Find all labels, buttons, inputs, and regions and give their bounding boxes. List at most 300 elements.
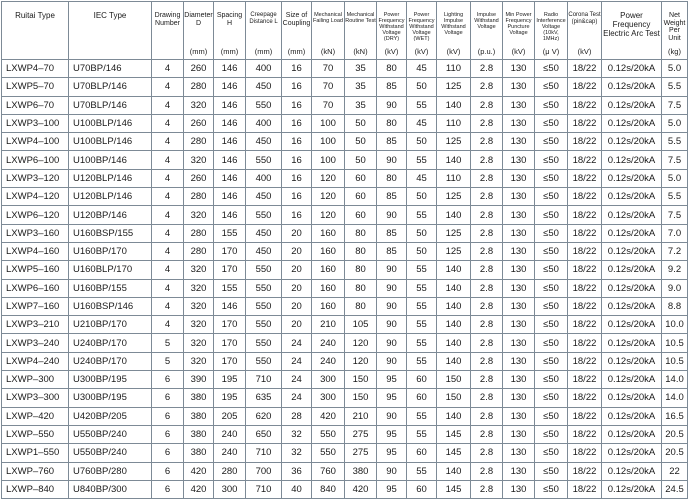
cell-impulse-withstand: 2.8 <box>471 114 503 132</box>
cell-creepage-distance: 620 <box>246 407 282 425</box>
cell-mechanical-failing-load: 160 <box>312 224 345 242</box>
cell-min-puncture-voltage: 130 <box>503 480 535 498</box>
cell-iec-type: U120BLP/146 <box>69 169 152 187</box>
cell-pf-withstand-wet: 50 <box>407 188 437 206</box>
cell-corona-test: 18/22 <box>568 96 602 114</box>
cell-min-puncture-voltage: 130 <box>503 352 535 370</box>
cell-pf-withstand-dry: 90 <box>377 279 407 297</box>
cell-net-weight: 7.2 <box>662 242 688 260</box>
cell-mechanical-routine-test: 35 <box>345 78 377 96</box>
cell-diameter: 280 <box>184 242 214 260</box>
cell-pf-withstand-dry: 90 <box>377 261 407 279</box>
cell-size-of-coupling: 16 <box>282 188 312 206</box>
cell-iec-type: U70BP/146 <box>69 60 152 78</box>
cell-iec-type: U840BP/300 <box>69 480 152 498</box>
cell-impulse-withstand: 2.8 <box>471 188 503 206</box>
cell-iec-type: U120BLP/146 <box>69 188 152 206</box>
header-pf-withstand-dry: Power Frequency Withstand Voltage (DRY) (kV) <box>377 2 407 60</box>
cell-drawing-number: 6 <box>152 480 184 498</box>
cell-radio-interference: ≤50 <box>535 279 568 297</box>
cell-impulse-withstand: 2.8 <box>471 444 503 462</box>
cell-diameter: 380 <box>184 444 214 462</box>
cell-spacing: 170 <box>214 261 246 279</box>
cell-mechanical-routine-test: 50 <box>345 151 377 169</box>
cell-creepage-distance: 710 <box>246 480 282 498</box>
cell-lighting-impulse: 140 <box>437 206 471 224</box>
cell-pf-withstand-dry: 95 <box>377 371 407 389</box>
cell-electric-arc-test: 0.12s/20kA <box>602 297 662 315</box>
cell-corona-test: 18/22 <box>568 462 602 480</box>
cell-size-of-coupling: 32 <box>282 425 312 443</box>
cell-electric-arc-test: 0.12s/20kA <box>602 480 662 498</box>
cell-spacing: 146 <box>214 114 246 132</box>
cell-ruitai-type: LXWP3–100 <box>2 114 69 132</box>
cell-lighting-impulse: 140 <box>437 334 471 352</box>
cell-electric-arc-test: 0.12s/20kA <box>602 444 662 462</box>
cell-ruitai-type: LXWP–760 <box>2 462 69 480</box>
cell-radio-interference: ≤50 <box>535 371 568 389</box>
table-row <box>2 480 688 498</box>
cell-mechanical-routine-test: 105 <box>345 316 377 334</box>
cell-creepage-distance: 450 <box>246 133 282 151</box>
cell-pf-withstand-wet: 55 <box>407 316 437 334</box>
cell-lighting-impulse: 125 <box>437 188 471 206</box>
cell-mechanical-failing-load: 160 <box>312 261 345 279</box>
cell-creepage-distance: 700 <box>246 462 282 480</box>
cell-net-weight: 9.0 <box>662 279 688 297</box>
cell-drawing-number: 4 <box>152 114 184 132</box>
cell-ruitai-type: LXWP4–70 <box>2 60 69 78</box>
cell-radio-interference: ≤50 <box>535 444 568 462</box>
header-pf-withstand-wet: Power Frequency Withstand Voltage (WET) (kV) <box>407 2 437 60</box>
cell-iec-type: U70BLP/146 <box>69 78 152 96</box>
cell-mechanical-routine-test: 35 <box>345 96 377 114</box>
table-row <box>2 169 688 187</box>
cell-pf-withstand-wet: 55 <box>407 352 437 370</box>
cell-pf-withstand-dry: 85 <box>377 224 407 242</box>
cell-ruitai-type: LXWP–550 <box>2 425 69 443</box>
cell-lighting-impulse: 145 <box>437 480 471 498</box>
cell-pf-withstand-dry: 90 <box>377 334 407 352</box>
cell-ruitai-type: LXWP–840 <box>2 480 69 498</box>
cell-diameter: 420 <box>184 462 214 480</box>
cell-radio-interference: ≤50 <box>535 480 568 498</box>
cell-creepage-distance: 550 <box>246 297 282 315</box>
cell-impulse-withstand: 2.8 <box>471 316 503 334</box>
cell-drawing-number: 4 <box>152 261 184 279</box>
header-iec-type: IEC Type <box>69 2 152 60</box>
cell-net-weight: 5.5 <box>662 188 688 206</box>
header-creepage-distance: Creepage Distance L (mm) <box>246 2 282 60</box>
cell-iec-type: U100BP/146 <box>69 151 152 169</box>
cell-radio-interference: ≤50 <box>535 151 568 169</box>
cell-iec-type: U210BP/170 <box>69 316 152 334</box>
cell-net-weight: 20.5 <box>662 444 688 462</box>
table-row <box>2 279 688 297</box>
cell-ruitai-type: LXWP6–160 <box>2 279 69 297</box>
table-row <box>2 444 688 462</box>
cell-creepage-distance: 550 <box>246 352 282 370</box>
cell-lighting-impulse: 125 <box>437 78 471 96</box>
cell-iec-type: U160BP/155 <box>69 279 152 297</box>
header-corona-test: Corona Test (pin&cap) (kV) <box>568 2 602 60</box>
cell-size-of-coupling: 16 <box>282 206 312 224</box>
cell-diameter: 260 <box>184 60 214 78</box>
cell-min-puncture-voltage: 130 <box>503 371 535 389</box>
cell-pf-withstand-wet: 55 <box>407 334 437 352</box>
cell-pf-withstand-wet: 50 <box>407 242 437 260</box>
cell-electric-arc-test: 0.12s/20kA <box>602 242 662 260</box>
cell-min-puncture-voltage: 130 <box>503 60 535 78</box>
cell-impulse-withstand: 2.8 <box>471 151 503 169</box>
cell-iec-type: U760BP/280 <box>69 462 152 480</box>
cell-size-of-coupling: 16 <box>282 96 312 114</box>
cell-size-of-coupling: 16 <box>282 78 312 96</box>
cell-spacing: 146 <box>214 133 246 151</box>
cell-mechanical-routine-test: 60 <box>345 188 377 206</box>
cell-mechanical-failing-load: 160 <box>312 279 345 297</box>
cell-corona-test: 18/22 <box>568 371 602 389</box>
cell-spacing: 146 <box>214 78 246 96</box>
cell-pf-withstand-wet: 60 <box>407 371 437 389</box>
cell-net-weight: 10.5 <box>662 334 688 352</box>
cell-mechanical-failing-load: 100 <box>312 151 345 169</box>
cell-electric-arc-test: 0.12s/20kA <box>602 224 662 242</box>
table-row <box>2 133 688 151</box>
cell-spacing: 170 <box>214 352 246 370</box>
cell-min-puncture-voltage: 130 <box>503 114 535 132</box>
cell-pf-withstand-wet: 60 <box>407 444 437 462</box>
cell-mechanical-routine-test: 60 <box>345 169 377 187</box>
cell-ruitai-type: LXWP3–300 <box>2 389 69 407</box>
cell-drawing-number: 5 <box>152 352 184 370</box>
header-net-weight: Net Weight Per Unit (kg) <box>662 2 688 60</box>
cell-diameter: 320 <box>184 297 214 315</box>
cell-creepage-distance: 450 <box>246 78 282 96</box>
cell-min-puncture-voltage: 130 <box>503 444 535 462</box>
cell-net-weight: 20.5 <box>662 425 688 443</box>
cell-drawing-number: 4 <box>152 297 184 315</box>
cell-ruitai-type: LXWP4–240 <box>2 352 69 370</box>
cell-corona-test: 18/22 <box>568 261 602 279</box>
cell-creepage-distance: 450 <box>246 188 282 206</box>
cell-radio-interference: ≤50 <box>535 60 568 78</box>
cell-size-of-coupling: 40 <box>282 480 312 498</box>
cell-mechanical-routine-test: 80 <box>345 242 377 260</box>
cell-creepage-distance: 710 <box>246 371 282 389</box>
cell-pf-withstand-wet: 45 <box>407 169 437 187</box>
cell-min-puncture-voltage: 130 <box>503 407 535 425</box>
cell-electric-arc-test: 0.12s/20kA <box>602 261 662 279</box>
cell-creepage-distance: 550 <box>246 206 282 224</box>
cell-pf-withstand-dry: 90 <box>377 407 407 425</box>
cell-drawing-number: 4 <box>152 188 184 206</box>
cell-net-weight: 10.0 <box>662 316 688 334</box>
cell-net-weight: 7.5 <box>662 151 688 169</box>
cell-pf-withstand-dry: 95 <box>377 444 407 462</box>
cell-radio-interference: ≤50 <box>535 78 568 96</box>
cell-ruitai-type: LXWP3–210 <box>2 316 69 334</box>
cell-iec-type: U160BSP/155 <box>69 224 152 242</box>
cell-mechanical-routine-test: 420 <box>345 480 377 498</box>
cell-corona-test: 18/22 <box>568 480 602 498</box>
cell-creepage-distance: 550 <box>246 96 282 114</box>
cell-mechanical-routine-test: 80 <box>345 279 377 297</box>
cell-pf-withstand-wet: 55 <box>407 151 437 169</box>
cell-diameter: 420 <box>184 480 214 498</box>
table-row <box>2 389 688 407</box>
cell-pf-withstand-wet: 60 <box>407 480 437 498</box>
cell-size-of-coupling: 16 <box>282 60 312 78</box>
cell-pf-withstand-wet: 50 <box>407 78 437 96</box>
table-row <box>2 371 688 389</box>
cell-creepage-distance: 400 <box>246 169 282 187</box>
table-row <box>2 425 688 443</box>
cell-size-of-coupling: 16 <box>282 151 312 169</box>
cell-radio-interference: ≤50 <box>535 425 568 443</box>
cell-radio-interference: ≤50 <box>535 224 568 242</box>
cell-spacing: 280 <box>214 462 246 480</box>
cell-spacing: 170 <box>214 242 246 260</box>
cell-drawing-number: 6 <box>152 407 184 425</box>
cell-size-of-coupling: 32 <box>282 444 312 462</box>
cell-pf-withstand-wet: 45 <box>407 60 437 78</box>
cell-spacing: 240 <box>214 425 246 443</box>
cell-mechanical-failing-load: 240 <box>312 334 345 352</box>
table-row <box>2 316 688 334</box>
cell-mechanical-routine-test: 275 <box>345 425 377 443</box>
header-row <box>2 2 688 60</box>
cell-creepage-distance: 650 <box>246 425 282 443</box>
cell-diameter: 260 <box>184 169 214 187</box>
cell-pf-withstand-dry: 90 <box>377 297 407 315</box>
cell-mechanical-routine-test: 80 <box>345 224 377 242</box>
cell-corona-test: 18/22 <box>568 425 602 443</box>
cell-spacing: 240 <box>214 444 246 462</box>
cell-pf-withstand-dry: 90 <box>377 462 407 480</box>
cell-lighting-impulse: 140 <box>437 261 471 279</box>
cell-mechanical-failing-load: 300 <box>312 371 345 389</box>
cell-impulse-withstand: 2.8 <box>471 407 503 425</box>
cell-ruitai-type: LXWP4–100 <box>2 133 69 151</box>
cell-diameter: 390 <box>184 371 214 389</box>
cell-min-puncture-voltage: 130 <box>503 169 535 187</box>
cell-spacing: 155 <box>214 279 246 297</box>
cell-impulse-withstand: 2.8 <box>471 334 503 352</box>
cell-size-of-coupling: 16 <box>282 114 312 132</box>
cell-electric-arc-test: 0.12s/20kA <box>602 462 662 480</box>
cell-pf-withstand-dry: 80 <box>377 114 407 132</box>
cell-creepage-distance: 450 <box>246 224 282 242</box>
cell-spacing: 146 <box>214 297 246 315</box>
cell-pf-withstand-wet: 45 <box>407 114 437 132</box>
cell-diameter: 320 <box>184 206 214 224</box>
cell-corona-test: 18/22 <box>568 133 602 151</box>
cell-corona-test: 18/22 <box>568 224 602 242</box>
cell-electric-arc-test: 0.12s/20kA <box>602 188 662 206</box>
cell-radio-interference: ≤50 <box>535 242 568 260</box>
cell-net-weight: 14.0 <box>662 389 688 407</box>
cell-min-puncture-voltage: 130 <box>503 206 535 224</box>
cell-corona-test: 18/22 <box>568 242 602 260</box>
cell-drawing-number: 5 <box>152 334 184 352</box>
cell-min-puncture-voltage: 130 <box>503 316 535 334</box>
cell-spacing: 146 <box>214 60 246 78</box>
cell-corona-test: 18/22 <box>568 169 602 187</box>
cell-mechanical-routine-test: 50 <box>345 133 377 151</box>
cell-pf-withstand-wet: 50 <box>407 133 437 151</box>
cell-impulse-withstand: 2.8 <box>471 389 503 407</box>
cell-pf-withstand-wet: 55 <box>407 425 437 443</box>
cell-lighting-impulse: 140 <box>437 279 471 297</box>
cell-mechanical-failing-load: 120 <box>312 169 345 187</box>
cell-mechanical-failing-load: 100 <box>312 114 345 132</box>
cell-drawing-number: 4 <box>152 206 184 224</box>
cell-impulse-withstand: 2.8 <box>471 425 503 443</box>
cell-impulse-withstand: 2.8 <box>471 261 503 279</box>
cell-mechanical-failing-load: 160 <box>312 242 345 260</box>
cell-spacing: 146 <box>214 169 246 187</box>
header-diameter: Diameter D (mm) <box>184 2 214 60</box>
cell-iec-type: U240BP/170 <box>69 352 152 370</box>
cell-diameter: 320 <box>184 96 214 114</box>
cell-electric-arc-test: 0.12s/20kA <box>602 334 662 352</box>
table-row <box>2 188 688 206</box>
cell-mechanical-routine-test: 275 <box>345 444 377 462</box>
cell-size-of-coupling: 20 <box>282 261 312 279</box>
table-row <box>2 334 688 352</box>
header-spacing: Spacing H (mm) <box>214 2 246 60</box>
cell-drawing-number: 4 <box>152 60 184 78</box>
cell-min-puncture-voltage: 130 <box>503 96 535 114</box>
cell-drawing-number: 4 <box>152 242 184 260</box>
cell-min-puncture-voltage: 130 <box>503 224 535 242</box>
cell-spacing: 146 <box>214 96 246 114</box>
cell-lighting-impulse: 125 <box>437 133 471 151</box>
cell-mechanical-routine-test: 35 <box>345 60 377 78</box>
cell-ruitai-type: LXWP5–160 <box>2 261 69 279</box>
cell-diameter: 280 <box>184 188 214 206</box>
table-row <box>2 462 688 480</box>
cell-diameter: 280 <box>184 78 214 96</box>
cell-diameter: 320 <box>184 316 214 334</box>
cell-electric-arc-test: 0.12s/20kA <box>602 407 662 425</box>
cell-pf-withstand-dry: 90 <box>377 151 407 169</box>
cell-pf-withstand-wet: 55 <box>407 462 437 480</box>
cell-ruitai-type: LXWP3–160 <box>2 224 69 242</box>
cell-creepage-distance: 635 <box>246 389 282 407</box>
cell-corona-test: 18/22 <box>568 316 602 334</box>
cell-corona-test: 18/22 <box>568 334 602 352</box>
header-ruitai-type: Ruitai Type <box>2 2 69 60</box>
cell-mechanical-routine-test: 120 <box>345 352 377 370</box>
cell-mechanical-failing-load: 160 <box>312 297 345 315</box>
table-row <box>2 60 688 78</box>
cell-radio-interference: ≤50 <box>535 297 568 315</box>
cell-size-of-coupling: 28 <box>282 407 312 425</box>
cell-radio-interference: ≤50 <box>535 206 568 224</box>
cell-net-weight: 14.0 <box>662 371 688 389</box>
cell-mechanical-failing-load: 70 <box>312 60 345 78</box>
cell-diameter: 320 <box>184 334 214 352</box>
cell-lighting-impulse: 140 <box>437 352 471 370</box>
cell-net-weight: 22 <box>662 462 688 480</box>
cell-spacing: 146 <box>214 188 246 206</box>
cell-lighting-impulse: 140 <box>437 151 471 169</box>
cell-lighting-impulse: 150 <box>437 389 471 407</box>
cell-creepage-distance: 710 <box>246 444 282 462</box>
cell-ruitai-type: LXWP3–240 <box>2 334 69 352</box>
cell-net-weight: 5.0 <box>662 114 688 132</box>
cell-mechanical-failing-load: 840 <box>312 480 345 498</box>
cell-iec-type: U160BSP/146 <box>69 297 152 315</box>
cell-corona-test: 18/22 <box>568 389 602 407</box>
cell-ruitai-type: LXWP6–100 <box>2 151 69 169</box>
table-row <box>2 206 688 224</box>
cell-impulse-withstand: 2.8 <box>471 371 503 389</box>
header-impulse-withstand: Impulse Withstand Voltage (p.u.) <box>471 2 503 60</box>
cell-electric-arc-test: 0.12s/20kA <box>602 169 662 187</box>
cell-radio-interference: ≤50 <box>535 316 568 334</box>
cell-spacing: 155 <box>214 224 246 242</box>
cell-pf-withstand-wet: 55 <box>407 279 437 297</box>
cell-radio-interference: ≤50 <box>535 261 568 279</box>
table-row <box>2 407 688 425</box>
cell-net-weight: 10.5 <box>662 352 688 370</box>
cell-iec-type: U300BP/195 <box>69 389 152 407</box>
cell-radio-interference: ≤50 <box>535 188 568 206</box>
cell-mechanical-routine-test: 80 <box>345 261 377 279</box>
cell-min-puncture-voltage: 130 <box>503 425 535 443</box>
cell-mechanical-failing-load: 210 <box>312 316 345 334</box>
cell-iec-type: U100BLP/146 <box>69 133 152 151</box>
cell-min-puncture-voltage: 130 <box>503 151 535 169</box>
cell-mechanical-routine-test: 150 <box>345 389 377 407</box>
cell-pf-withstand-dry: 85 <box>377 242 407 260</box>
cell-mechanical-failing-load: 120 <box>312 206 345 224</box>
cell-corona-test: 18/22 <box>568 407 602 425</box>
cell-creepage-distance: 550 <box>246 316 282 334</box>
cell-size-of-coupling: 20 <box>282 224 312 242</box>
cell-net-weight: 7.0 <box>662 224 688 242</box>
cell-impulse-withstand: 2.8 <box>471 297 503 315</box>
cell-drawing-number: 6 <box>152 462 184 480</box>
table-row <box>2 297 688 315</box>
cell-spacing: 146 <box>214 151 246 169</box>
cell-creepage-distance: 400 <box>246 114 282 132</box>
cell-creepage-distance: 550 <box>246 334 282 352</box>
cell-diameter: 380 <box>184 389 214 407</box>
cell-radio-interference: ≤50 <box>535 114 568 132</box>
cell-size-of-coupling: 20 <box>282 297 312 315</box>
cell-drawing-number: 4 <box>152 133 184 151</box>
cell-spacing: 300 <box>214 480 246 498</box>
cell-lighting-impulse: 145 <box>437 444 471 462</box>
cell-ruitai-type: LXWP1–550 <box>2 444 69 462</box>
cell-diameter: 320 <box>184 151 214 169</box>
cell-impulse-withstand: 2.8 <box>471 169 503 187</box>
cell-drawing-number: 6 <box>152 389 184 407</box>
cell-corona-test: 18/22 <box>568 78 602 96</box>
cell-size-of-coupling: 24 <box>282 389 312 407</box>
cell-min-puncture-voltage: 130 <box>503 279 535 297</box>
table-row <box>2 78 688 96</box>
cell-drawing-number: 4 <box>152 279 184 297</box>
cell-net-weight: 9.2 <box>662 261 688 279</box>
cell-lighting-impulse: 140 <box>437 297 471 315</box>
cell-lighting-impulse: 150 <box>437 371 471 389</box>
cell-corona-test: 18/22 <box>568 151 602 169</box>
